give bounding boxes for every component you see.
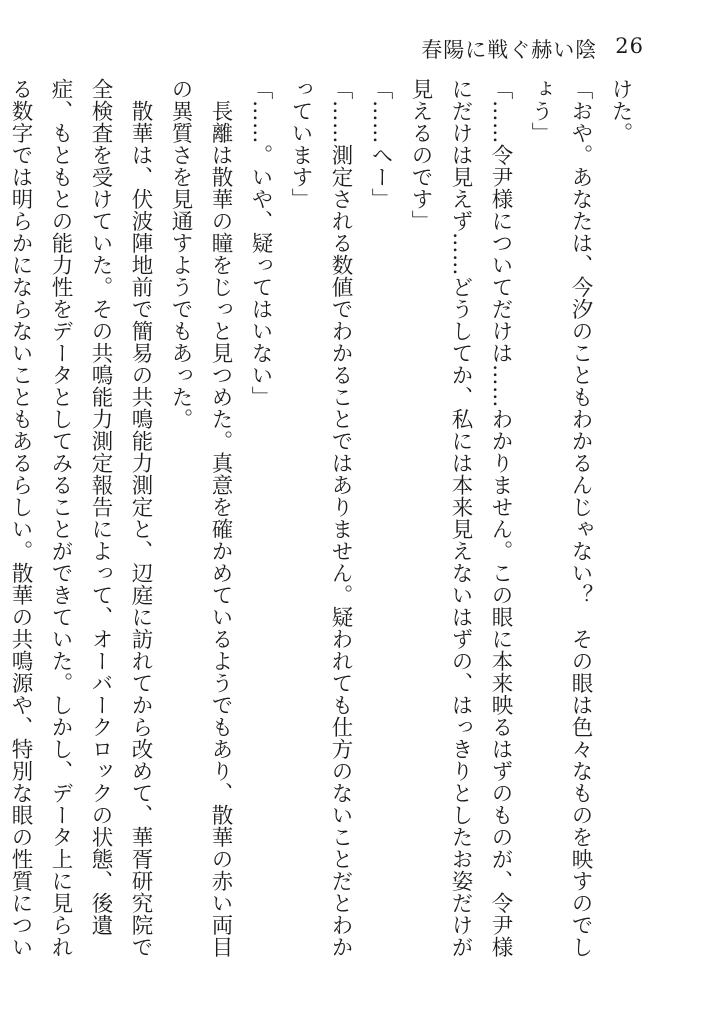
paragraph: 「……令尹様についてだけは……わかりません。この眼に本来映るはずのものが、令尹様にだけは見えず……どうしてか、私には本来見えないはずの、はっきりとしたお姿だけが見えるのです」	[408, 78, 513, 958]
book-title: 春陽に戦ぐ赫い陰	[421, 38, 598, 62]
running-header	[421, 34, 644, 64]
paragraph: 長離は散華の瞳をじっと見つめた。真意を確かめているようでもあり、散華の赤い両目の異質さを見通すようでもあった。	[168, 78, 233, 958]
page-number: 26	[615, 34, 644, 58]
paragraph: 「……。いや、疑ってはいない」	[248, 78, 273, 408]
paragraph: けた。	[608, 78, 633, 144]
paragraph: 「……へー」	[368, 78, 393, 210]
vertical-body-text	[8, 78, 640, 978]
paragraph: 散華は、伏波陣地前で簡易の共鳴能力測定と、辺庭に訪れてから改めて、華胥研究院で全検査を受けていた。その共鳴能力測定報告によって、オーバークロックの状態、後遺症、もともとの能力性をデータとしてみることができていた。しかし、データ上に見られる数字では明らかにならないこともあるらしい。散華の共鳴源や、特別な眼の性質につい	[8, 78, 153, 958]
paragraph: 「……測定される数値でわかることではありません。疑われても仕方のないことだとわかっています」	[288, 78, 353, 958]
paragraph: 「おや。あなたは、今汐のこともわかるんじゃない？ その眼は色々なものを映すのでしょう」	[528, 78, 593, 958]
